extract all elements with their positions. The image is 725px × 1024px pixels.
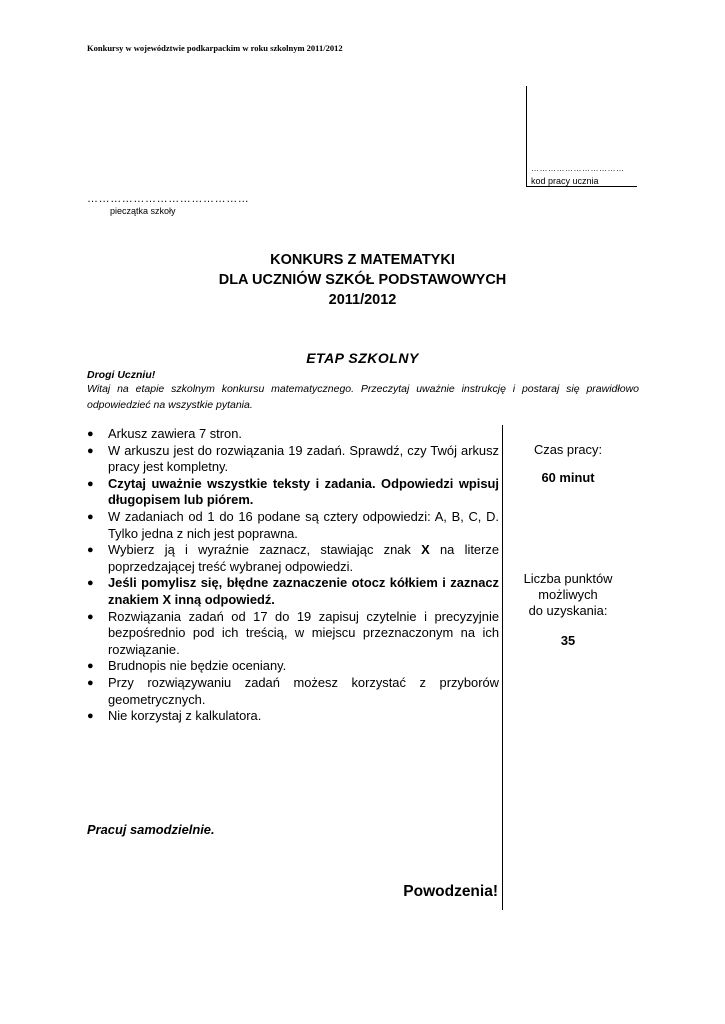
rule-mark: X — [421, 542, 430, 558]
time-value: 60 minut — [541, 470, 595, 485]
points-value: 35 — [560, 633, 576, 648]
rule-text: na literze poprzedzającej treść wybranej odpowiedzi. — [108, 542, 499, 574]
code-box-underline — [526, 186, 637, 187]
bullet-icon: ● — [87, 544, 94, 557]
column-divider — [502, 425, 503, 910]
list-item — [87, 609, 499, 659]
points-label-line-1: Liczba punktów — [523, 571, 613, 586]
title-line-2: DLA UCZNIÓW SZKÓŁ PODSTAWOWYCH — [218, 272, 507, 288]
instructions-list — [87, 426, 499, 725]
rule-text: Rozwiązania zadań od 17 do 19 zapisuj czytelnie i precyzyjnie bezpośrednio pod ich treścią, w miejscu przeznaczonym na ich rozwiązanie. — [108, 608, 499, 657]
list-item — [87, 542, 499, 575]
rule-text: Brudnopis nie będzie oceniany. — [108, 658, 287, 674]
bullet-icon: ● — [87, 428, 94, 440]
student-code-field: …………………………… — [531, 164, 625, 173]
list-item — [87, 708, 499, 725]
time-label: Czas pracy: — [533, 442, 603, 457]
rule-text: Nie korzystaj z kalkulatora. — [108, 708, 262, 724]
bullet-icon: ● — [87, 577, 94, 590]
bullet-icon: ● — [87, 710, 94, 723]
rule-text: Jeśli pomylisz się, błędne zaznaczenie otocz kółkiem i zaznacz znakiem X inną odpowiedź. — [108, 575, 499, 607]
stage-title: ETAP SZKOLNY — [306, 350, 419, 366]
school-stamp-field: …………………………………… — [87, 193, 250, 205]
document-header: Konkursy w województwie podkarpackim w roku szkolnym 2011/2012 — [87, 43, 343, 53]
rule-text: Czytaj uważnie wszystkie teksty i zadania. Odpowiedzi wpisuj długopisem lub piórem. — [108, 475, 499, 508]
rule-text: Arkusz zawiera 7 stron. — [108, 426, 242, 441]
points-label-line-2: możliwych — [538, 587, 598, 602]
work-alone-note: Pracuj samodzielnie. — [87, 822, 215, 837]
title-line-3: 2011/2012 — [328, 292, 397, 308]
bullet-icon: ● — [87, 444, 94, 457]
rule-text: Wybierz ją i wyraźnie zaznacz, stawiając znak — [108, 542, 422, 558]
list-item — [87, 476, 499, 509]
greeting: Drogi Uczniu! — [87, 369, 156, 381]
bullet-icon: ● — [87, 676, 94, 689]
list-item — [87, 443, 499, 476]
bullet-icon: ● — [87, 510, 94, 523]
rule-text: W arkuszu jest do rozwiązania 19 zadań. Sprawdź, czy Twój arkusz pracy jest kompletny. — [108, 442, 499, 475]
good-luck-note: Powodzenia! — [403, 883, 498, 900]
title-line-1: KONKURS Z MATEMATYKI — [270, 252, 455, 268]
student-code-label: kod pracy ucznia — [531, 176, 599, 186]
intro-text: Witaj na etapie szkolnym konkursu matematycznego. Przeczytaj uważnie instrukcję i postaraj się prawidłowo odpowiedzieć na wszystkie pytania. — [87, 383, 639, 411]
bullet-icon: ● — [87, 610, 94, 623]
code-box-border — [526, 86, 527, 186]
bullet-icon: ● — [87, 477, 94, 490]
list-item — [87, 575, 499, 608]
rule-text: W zadaniach od 1 do 16 podane są cztery odpowiedzi: A, B, C, D. Tylko jedna z nich jest poprawna. — [108, 508, 499, 541]
list-item — [87, 509, 499, 542]
list-item — [87, 675, 499, 708]
list-item — [87, 658, 499, 675]
list-item — [87, 426, 499, 443]
bullet-icon: ● — [87, 660, 94, 673]
school-stamp-label: pieczątka szkoły — [110, 206, 176, 216]
points-label-line-3: do uzyskania: — [528, 603, 608, 618]
rule-text: Przy rozwiązywaniu zadań możesz korzystać z przyborów geometrycznych. — [108, 674, 499, 707]
